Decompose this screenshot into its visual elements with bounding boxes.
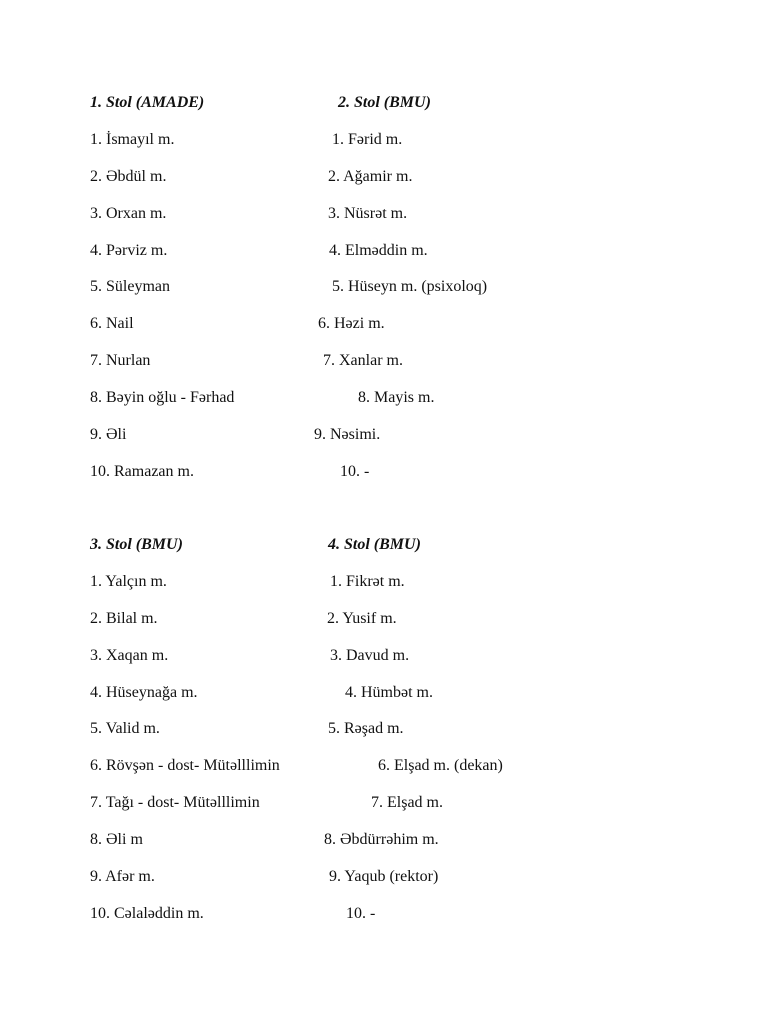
table-title-left: 3. Stol (BMU) xyxy=(90,536,183,553)
table-group-2 xyxy=(90,535,730,941)
table-title-left: 1. Stol (AMADE) xyxy=(90,94,205,111)
list-row xyxy=(90,830,730,867)
table-group-1 xyxy=(90,93,730,499)
list-item: 5. Rəşad m. xyxy=(328,720,404,738)
list-row xyxy=(90,425,730,462)
list-row xyxy=(90,756,730,793)
list-row xyxy=(90,462,730,499)
list-item: 4. Elməddin m. xyxy=(329,241,428,259)
list-item: 4. Hümbət m. xyxy=(345,683,433,701)
list-item: 5. Valid m. xyxy=(90,720,160,738)
list-row xyxy=(90,351,730,388)
list-row xyxy=(90,719,730,756)
list-item: 2. Əbdül m. xyxy=(90,167,167,185)
list-item: 3. Orxan m. xyxy=(90,204,167,222)
list-item: 8. Bəyin oğlu - Fərhad xyxy=(90,389,235,407)
list-row xyxy=(90,204,730,241)
list-row xyxy=(90,572,730,609)
list-item: 4. Hüseynağa m. xyxy=(90,683,198,701)
list-item: 2. Ağamir m. xyxy=(328,167,413,185)
list-item: 6. Elşad m. (dekan) xyxy=(378,757,503,775)
list-item: 2. Yusif m. xyxy=(327,609,397,627)
list-row xyxy=(90,241,730,278)
list-item: 9. Əli xyxy=(90,426,127,444)
table-title-right: 4. Stol (BMU) xyxy=(328,536,421,553)
list-row xyxy=(90,388,730,425)
list-row xyxy=(90,130,730,167)
list-row xyxy=(90,609,730,646)
list-item: 4. Pərviz m. xyxy=(90,241,168,259)
list-row xyxy=(90,793,730,830)
list-item: 10. Ramazan m. xyxy=(90,462,194,480)
list-item: 7. Nurlan xyxy=(90,352,151,370)
list-item: 10. Cəlaləddin m. xyxy=(90,904,204,922)
list-item: 2. Bilal m. xyxy=(90,609,158,627)
list-item: 1. Fərid m. xyxy=(332,130,403,148)
list-row xyxy=(90,167,730,204)
list-item: 3. Xaqan m. xyxy=(90,646,169,664)
list-item: 9. Afər m. xyxy=(90,868,155,886)
list-item: 3. Nüsrət m. xyxy=(328,204,408,222)
table-title-right: 2. Stol (BMU) xyxy=(338,94,431,111)
list-item: 7. Elşad m. xyxy=(371,794,443,812)
list-item: 1. İsmayıl m. xyxy=(90,130,175,148)
list-item: 7. Tağı - dost- Mütəlllimin xyxy=(90,794,260,812)
list-item: 1. Fikrət m. xyxy=(330,572,405,590)
list-row xyxy=(90,904,730,941)
list-row xyxy=(90,646,730,683)
list-row xyxy=(90,867,730,904)
list-item: 6. Rövşən - dost- Mütəlllimin xyxy=(90,757,280,775)
list-item: 5. Hüseyn m. (psixoloq) xyxy=(332,278,488,296)
list-item: 7. Xanlar m. xyxy=(323,352,403,370)
heading-row xyxy=(90,535,730,572)
list-item: 9. Yaqub (rektor) xyxy=(329,868,439,886)
list-item: 8. Mayis m. xyxy=(358,389,435,407)
list-item: 6. Həzi m. xyxy=(318,315,385,333)
list-row xyxy=(90,314,730,351)
list-item: 5. Süleyman xyxy=(90,278,170,296)
list-item: 10. - xyxy=(340,462,370,480)
list-item: 6. Nail xyxy=(90,315,134,333)
list-item: 9. Nəsimi. xyxy=(314,426,381,444)
list-item: 8. Əbdürrəhim m. xyxy=(324,831,439,849)
list-row xyxy=(90,277,730,314)
list-item: 10. - xyxy=(346,904,376,922)
heading-row xyxy=(90,93,730,130)
list-item: 3. Davud m. xyxy=(330,646,410,664)
list-item: 1. Yalçın m. xyxy=(90,572,167,590)
list-row xyxy=(90,683,730,720)
list-item: 8. Əli m xyxy=(90,831,143,849)
